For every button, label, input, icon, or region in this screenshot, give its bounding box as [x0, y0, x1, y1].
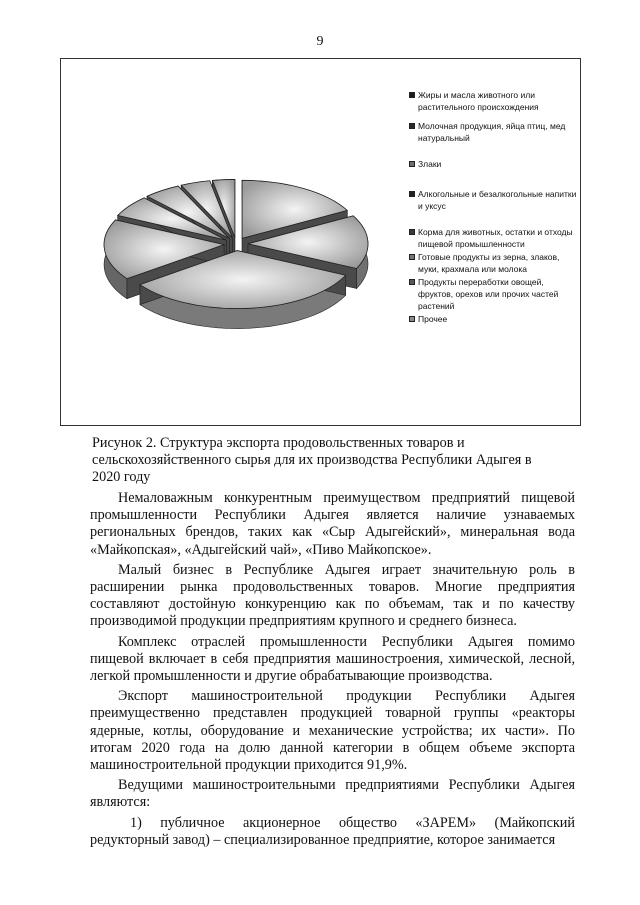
- legend-label: Молочная продукция, яйца птиц, мед натуральный: [418, 121, 566, 143]
- legend-label: Алкогольные и безалкогольные напитки и уксус: [418, 189, 577, 211]
- legend-item: [409, 276, 579, 312]
- legend-swatch: [409, 316, 415, 322]
- body-text: [90, 490, 575, 849]
- legend-label: Продукты переработки овощей, фруктов, орехов или прочих частей растений: [418, 277, 559, 311]
- chart-legend: [409, 89, 579, 326]
- paragraph: Экспорт машиностроительной продукции Республики Адыгея преимущественно представлен продукцией товарной группы «реакторы ядерные, котлы, оборудование и механические устройства; их части». По итогам 2020 года на долю данной категории в общем объеме экспорта машиностроительной продукции приходится 91,9%.: [90, 688, 575, 774]
- paragraph: Малый бизнес в Республике Адыгея играет значительную роль в расширении рынка продовольственных товаров. Многие предприятия составляют достойную конкуренцию как по объемам, так и по качеству производимой продукции предприятиям крупного и среднего бизнеса.: [90, 561, 575, 630]
- legend-swatch: [409, 191, 415, 197]
- legend-swatch: [409, 123, 415, 129]
- legend-label: Злаки: [418, 159, 442, 169]
- legend-swatch: [409, 254, 415, 260]
- list-item: 1) публичное акционерное общество «ЗАРЕМ» (Майкопский редукторный завод) – специализированное предприятие, которое занимается: [90, 814, 575, 848]
- figure-caption: Рисунок 2. Структура экспорта продовольственных товаров и сельскохозяйственного сырья для их производства Республики Адыгея в 2020 году: [92, 435, 532, 485]
- paragraph: Ведущими машиностроительными предприятиями Республики Адыгея являются:: [90, 777, 575, 811]
- legend-label: Жиры и масла животного или растительного происхождения: [418, 90, 539, 112]
- legend-swatch: [409, 92, 415, 98]
- figure-chart-frame: [60, 58, 581, 426]
- legend-label: Корма для животных, остатки и отходы пищевой промышленности: [418, 227, 573, 249]
- legend-label: Прочее: [418, 314, 448, 324]
- page-number: 9: [316, 34, 324, 49]
- paragraph: Немаловажным конкурентным преимуществом предприятий пищевой промышленности Республики Адыгея является наличие узнаваемых региональных брендов, таких как «Сыр Адыгейский», минеральная вода «Майкопская», «Адыгейский чай», «Пиво Майкопское».: [90, 490, 575, 558]
- legend-swatch: [409, 229, 415, 235]
- legend-item: [409, 120, 579, 144]
- legend-label: Готовые продукты из зерна, злаков, муки, крахмала или молока: [418, 252, 560, 274]
- paragraph: Комплекс отраслей промышленности Республики Адыгея помимо пищевой включает в себя предприятия машиностроения, химической, лесной, легкой промышленности и другие обрабатывающие производства.: [90, 633, 575, 685]
- legend-item: [409, 251, 579, 275]
- legend-item: [409, 226, 579, 250]
- legend-swatch: [409, 161, 415, 167]
- legend-item: [409, 188, 579, 212]
- legend-item: [409, 89, 579, 113]
- legend-item: [409, 313, 579, 325]
- legend-item: [409, 158, 579, 170]
- legend-swatch: [409, 279, 415, 285]
